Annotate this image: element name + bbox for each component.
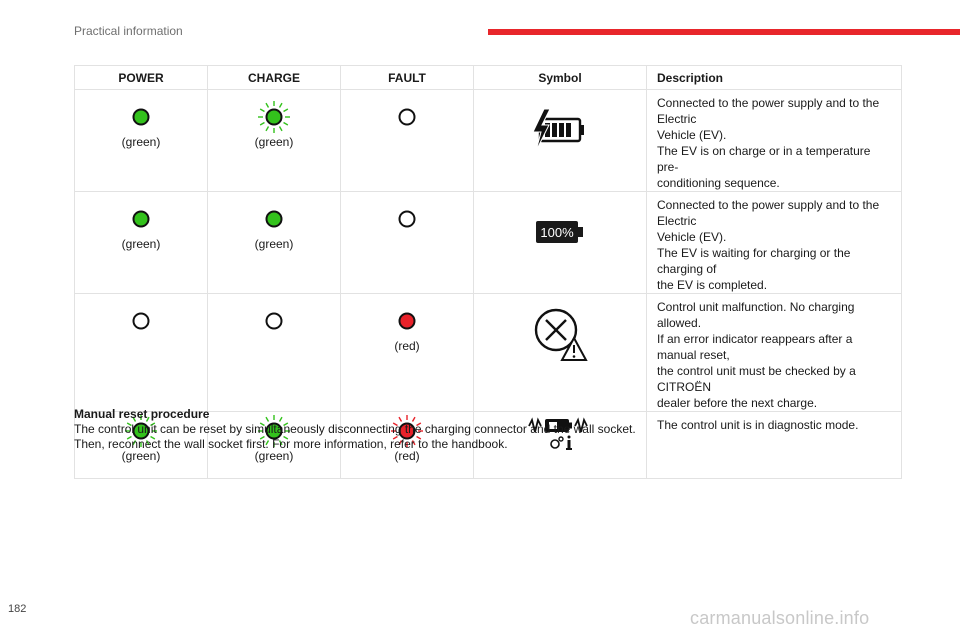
battery-percent-text: 100%: [540, 225, 574, 240]
table-row: [75, 90, 902, 192]
power-cell: [75, 90, 208, 192]
description-cell: [647, 192, 902, 294]
charge-cell: [208, 294, 341, 412]
fault-cell: [341, 90, 474, 192]
column-header-power: POWER: [75, 66, 208, 90]
fault-cell: [341, 192, 474, 294]
symbol-cell: [474, 90, 647, 192]
led-color-label: (green): [121, 135, 161, 149]
power-led-icon: [124, 202, 158, 236]
fault-led-icon: [390, 304, 424, 338]
description-cell: [647, 412, 902, 479]
description-line: Connected to the power supply and to the Electric: [657, 198, 880, 228]
note-line: Then, reconnect the wall socket first. For more information, refer to the handbook.: [74, 437, 508, 451]
led-color-label: (red): [394, 449, 420, 463]
description-line: the control unit must be checked by a CITROËN: [657, 364, 856, 394]
description-line: If an error indicator reappears after a manual reset,: [657, 332, 853, 362]
description-line: The EV is waiting for charging or the charging of: [657, 246, 851, 276]
fault-warning-icon: [474, 294, 646, 374]
page-number: 182: [8, 603, 27, 615]
header-accent-bar: [488, 29, 960, 35]
description-line: The control unit is in diagnostic mode.: [657, 418, 859, 432]
column-header-charge: CHARGE: [208, 66, 341, 90]
table-row: [75, 294, 902, 412]
charge-cell: [208, 90, 341, 192]
column-header-symbol: Symbol: [474, 66, 647, 90]
column-header-fault: FAULT: [341, 66, 474, 90]
symbol-cell: [474, 294, 647, 412]
manual-reset-note: [74, 407, 636, 452]
power-led-icon: [124, 100, 158, 134]
description-line: Control unit malfunction. No charging allowed.: [657, 300, 855, 330]
power-led-off-icon: [124, 304, 158, 338]
section-title: Practical information: [74, 24, 183, 38]
description-cell: [647, 294, 902, 412]
symbol-cell: [474, 192, 647, 294]
description-line: Connected to the power supply and to the Electric: [657, 96, 880, 126]
fault-cell: [341, 294, 474, 412]
description-line: the EV is completed.: [657, 278, 768, 292]
table-row: [75, 192, 902, 294]
led-color-label: (green): [254, 237, 294, 251]
led-color-label: (red): [394, 339, 420, 353]
led-color-label: (green): [121, 237, 161, 251]
battery-full-icon: [474, 192, 646, 272]
power-cell: [75, 192, 208, 294]
description-line: The EV is on charge or in a temperature pre-: [657, 144, 871, 174]
description-cell: [647, 90, 902, 192]
led-color-label: (green): [254, 135, 294, 149]
led-color-label: (green): [121, 449, 161, 463]
watermark: carmanualsonline.info: [690, 608, 870, 628]
led-color-label: (green): [254, 449, 294, 463]
description-line: conditioning sequence.: [657, 176, 780, 190]
charge-led-icon: [257, 202, 291, 236]
note-title: Manual reset procedure: [74, 407, 210, 421]
charge-led-off-icon: [257, 304, 291, 338]
note-line: The control unit can be reset by simultaneously disconnecting the charging connector and the wall socket.: [74, 422, 636, 436]
description-line: Vehicle (EV).: [657, 128, 727, 142]
fault-led-off-icon: [390, 202, 424, 236]
fault-led-off-icon: [390, 100, 424, 134]
battery-charging-icon: [474, 90, 646, 170]
description-line: Vehicle (EV).: [657, 230, 727, 244]
power-cell: [75, 294, 208, 412]
column-header-description: Description: [647, 66, 902, 90]
description-line: dealer before the next charge.: [657, 396, 818, 410]
charge-cell: [208, 192, 341, 294]
table-header-row: [75, 66, 902, 90]
charge-led-flashing-icon: [257, 100, 291, 134]
